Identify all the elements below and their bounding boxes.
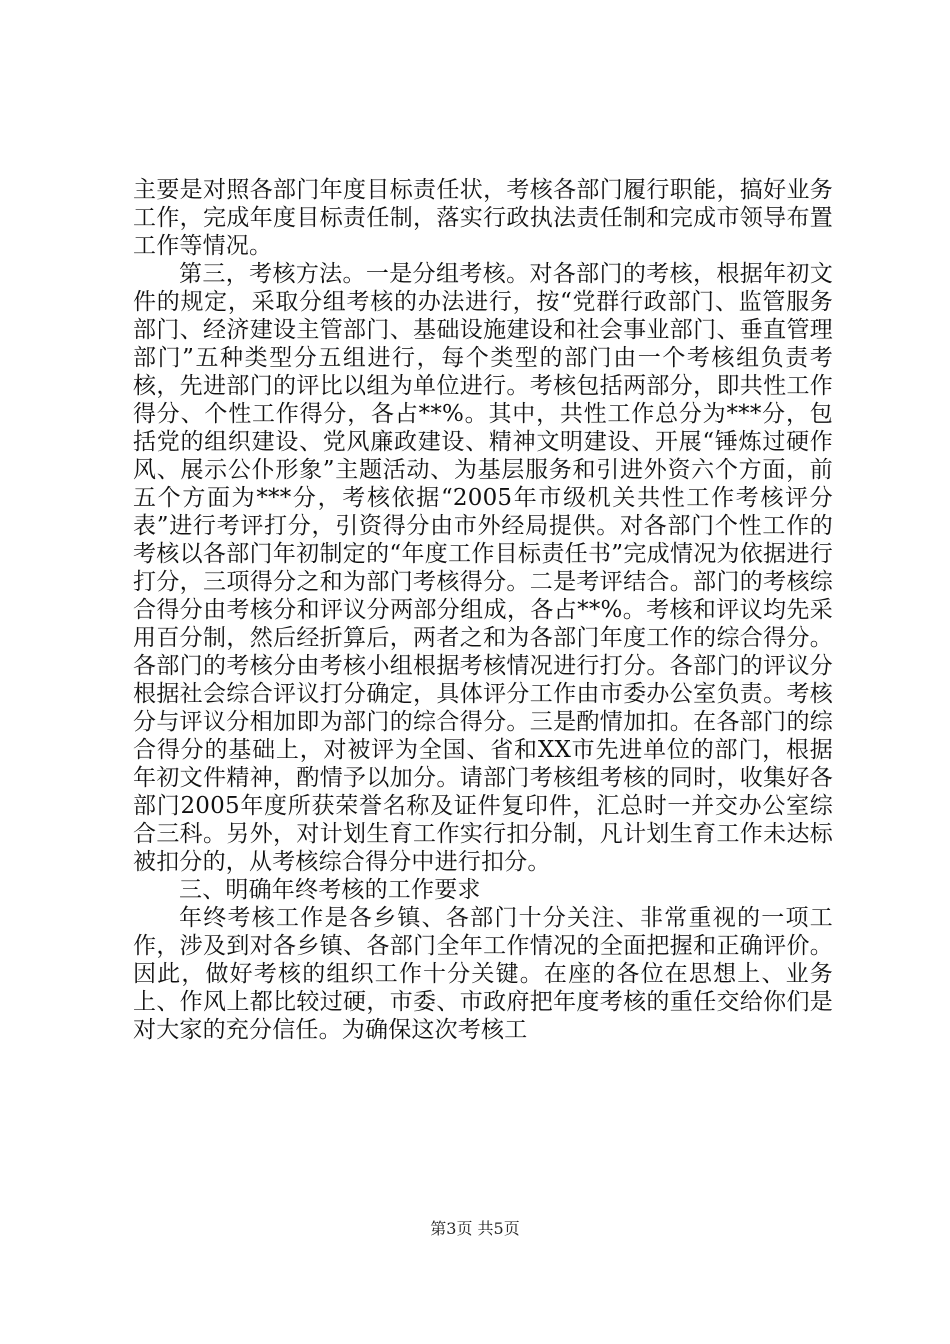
section-heading: 三、明确年终考核的工作要求 (179, 877, 481, 903)
paragraph-1: 主要是对照各部门年度目标责任状，考核各部门履行职能，搞好业务工作，完成年度目标责任制，落实行政执法责任制和完成市领导布置工作等情况。 (133, 177, 833, 259)
page-footer: 第3页 共5页 (430, 1219, 520, 1238)
paragraph-2: 第三，考核方法。一是分组考核。对各部门的考核，根据年初文件的规定，采取分组考核的办法进行，按“党群行政部门、监管服务部门、经济建设主管部门、基础设施建设和社会事业部门、垂直管理部门”五种类型分五组进行，每个类型的部门由一个考核组负责考核，先进部门的评比以组为单位进行。考核包括两部分，即共性工作得分、个性工作得分，各占**%。其中，共性工作总分为***分，包括党的组织建设、党风廉政建设、精神文明建设、开展“锤炼过硬作风、展示公仆形象”主题活动、为基层服务和引进外资六个方面，前五个方面为***分，考核依据“2005年市级机关共性工作考核评分表”进行考评打分，引资得分由市外经局提供。对各部门个性工作的考核以各部门年初制定的“年度工作目标责任书”完成情况为依据进行打分，三项得分之和为部门考核得分。二是考评结合。部门的考核综合得分由考核分和评议分两部分组成，各占**%。考核和评议均先采用百分制，然后经折算后，两者之和为各部门年度工作的综合得分。各部门的考核分由考核小组根据考核情况进行打分。各部门的评议分根据社会综合评议打分确定，具体评分工作由市委办公室负责。考核分与评议分相加即为部门的综合得分。三是酌情加扣。在各部门的综合得分的基础上，对被评为全国、省和XX市先进单位的部门，根据年初文件精神，酌情予以加分。请部门考核组考核的同时，收集好各部门2005年度所获荣誉名称及证件复印件，汇总时一并交办公室综合三科。另外，对计划生育工作实行扣分制，凡计划生育工作未达标被扣分的，从考核综合得分中进行扣分。 (133, 261, 833, 875)
paragraph-4: 年终考核工作是各乡镇、各部门十分关注、非常重视的一项工作，涉及到对各乡镇、各部门全年工作情况的全面把握和正确评价。因此，做好考核的组织工作十分关键。在座的各位在思想上、业务上、作风上都比较过硬，市委、市政府把年度考核的重任交给你们是对大家的充分信任。为确保这次考核工 (133, 905, 833, 1043)
document-body (133, 176, 833, 1044)
